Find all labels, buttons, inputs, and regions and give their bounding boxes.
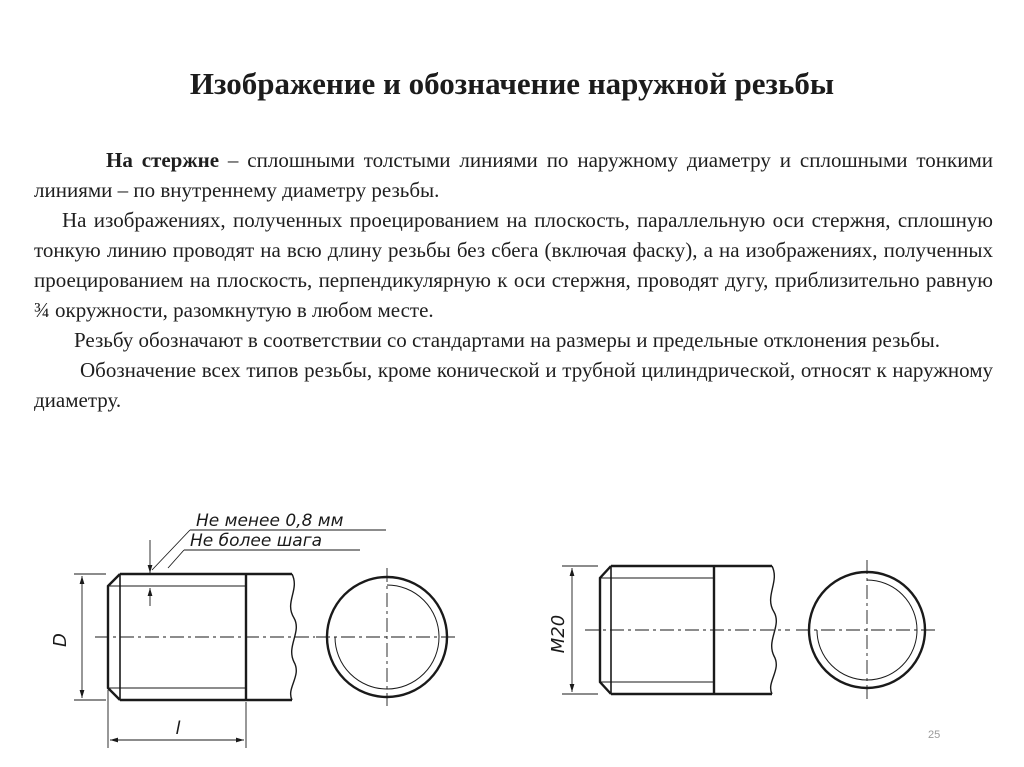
dimension-m20-label: M20	[548, 614, 569, 654]
page-number: 25	[928, 729, 941, 741]
dimension-d-label: D	[50, 633, 71, 647]
body-text	[34, 145, 993, 415]
rod-description: – сплошными толстыми линиями по наружному диаметру и сплошными тонкими линиями – по внутреннему диаметру резьбы.	[34, 148, 993, 202]
paragraph-designation: Резьбу обозначают в соответствии со стандартами на размеры и предельные отклонения резьбы.	[74, 328, 940, 352]
rod-term: На стержне	[106, 148, 220, 172]
dimension-l-label: l	[175, 718, 181, 739]
note-max: Не более шага	[190, 531, 323, 551]
rod-m20-side-view	[562, 566, 790, 694]
paragraph-diameter-rule: Обозначение всех типов резьбы, кроме конической и трубной цилиндрической, относят к наружному диаметру.	[34, 358, 993, 412]
rod-side-view	[95, 574, 315, 700]
rod-end-view-right	[796, 560, 938, 700]
paragraph-projections: На изображениях, полученных проецированием на плоскость, параллельную оси стержня, сплошную тонкую линию проводят на всю длину резьбы без сбега (включая фаску), а на изображениях, полученных проецированием на плоскость, перпендикулярную к оси стержня, проводят дугу, приблизительно равную ¾ окружности, разомкнутую в любом месте.	[34, 208, 993, 322]
rod-end-view-left	[316, 568, 458, 706]
note-min: Не менее 0,8 мм	[196, 511, 344, 531]
paragraph-rod	[34, 145, 993, 205]
thread-drawing	[0, 490, 1024, 760]
slide-title: Изображение и обозначение наружной резьбы	[189, 66, 835, 101]
